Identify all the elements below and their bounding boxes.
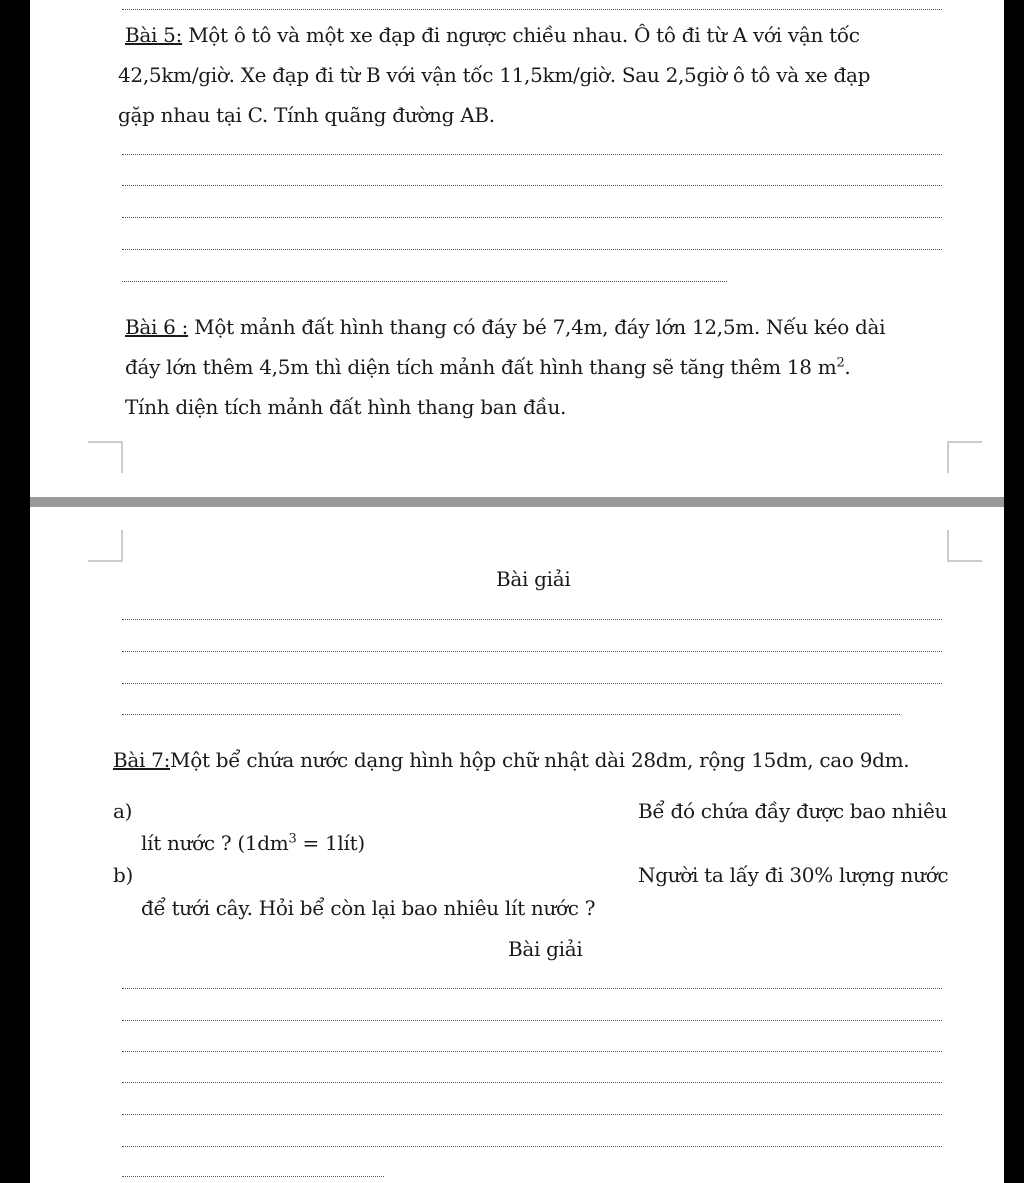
page-separator xyxy=(30,497,1004,507)
bai6-label: Bài 6 : xyxy=(125,315,189,339)
answer-line xyxy=(122,1176,384,1177)
answer-line xyxy=(122,185,942,186)
bai7-a-text: Bể đó chứa đầy được bao nhiêu xyxy=(638,799,948,823)
answer-line xyxy=(122,154,942,155)
answer-line xyxy=(122,281,727,282)
bai5-line1: Bài 5: Một ô tô và một xe đạp đi ngược chiều nhau. Ô tô đi từ A với vận tốc xyxy=(125,23,860,47)
bai7-b-continued: để tưới cây. Hỏi bể còn lại bao nhiêu lít nước ? xyxy=(141,896,596,920)
answer-line xyxy=(122,714,900,715)
bai7-b-marker: b) xyxy=(113,863,134,887)
page-corner-mark xyxy=(88,530,123,562)
page-corner-mark xyxy=(947,530,982,562)
answer-line xyxy=(122,1114,942,1115)
answer-line xyxy=(122,1051,942,1052)
bai7-b-text: Người ta lấy đi 30% lượng nước xyxy=(638,863,949,887)
bai7-label: Bài 7: xyxy=(113,748,171,772)
bai5-line3: gặp nhau tại C. Tính quãng đường AB. xyxy=(118,103,495,127)
bai7-line1: Bài 7:Một bể chứa nước dạng hình hộp chữ nhật dài 28dm, rộng 15dm, cao 9dm. xyxy=(113,748,910,772)
bai6-line2: đáy lớn thêm 4,5m thì diện tích mảnh đất hình thang sẽ tăng thêm 18 $m^2$. xyxy=(125,355,851,379)
bai5-label: Bài 5: xyxy=(125,23,183,47)
answer-line xyxy=(122,217,942,218)
page-corner-mark xyxy=(88,441,123,473)
bai7-a-continued: lít nước ? ($1dm^3$ = 1lít) xyxy=(141,831,365,855)
page-corner-mark xyxy=(947,441,982,473)
answer-line xyxy=(122,1020,942,1021)
answer-line xyxy=(122,683,942,684)
answer-line xyxy=(122,619,942,620)
bai7-solution-heading: Bài giải xyxy=(508,937,583,961)
bai6-line3: Tính diện tích mảnh đất hình thang ban đầu. xyxy=(125,395,567,419)
answer-line xyxy=(122,9,942,10)
answer-line xyxy=(122,249,942,250)
answer-line xyxy=(122,1146,942,1147)
bai5-line2: 42,5km/giờ. Xe đạp đi từ B với vận tốc 11,5km/giờ. Sau 2,5giờ ô tô và xe đạp xyxy=(118,63,871,87)
answer-line xyxy=(122,1082,942,1083)
answer-line xyxy=(122,988,942,989)
bai6-line1: Bài 6 : Một mảnh đất hình thang có đáy bé 7,4m, đáy lớn 12,5m. Nếu kéo dài xyxy=(125,315,886,339)
bai6-solution-heading: Bài giải xyxy=(496,567,571,591)
answer-line xyxy=(122,651,942,652)
bai7-a-marker: a) xyxy=(113,799,133,823)
